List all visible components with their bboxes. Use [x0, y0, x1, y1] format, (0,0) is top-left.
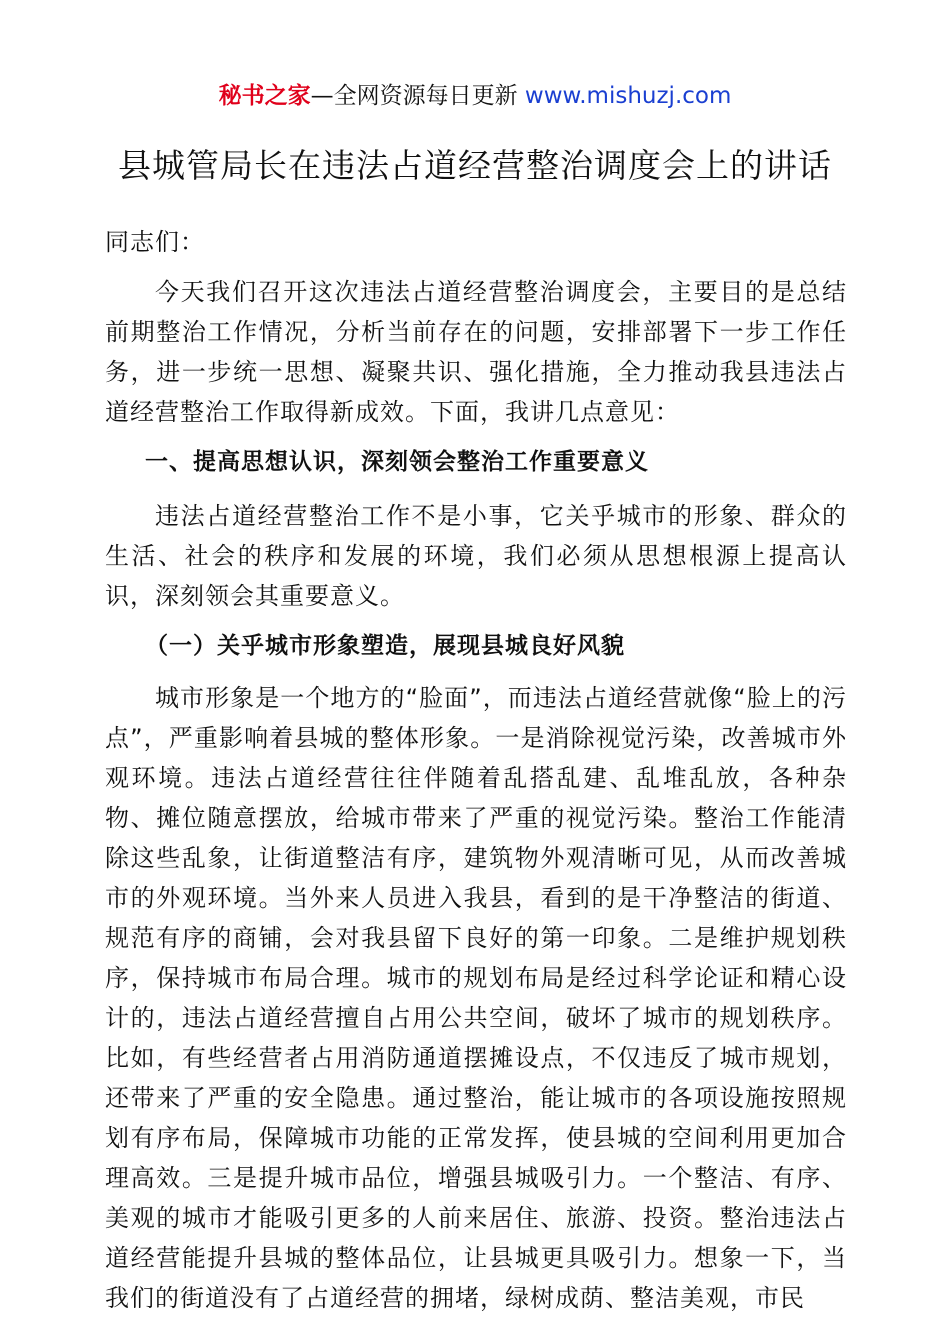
document-body: [105, 222, 847, 1318]
site-header: [0, 80, 950, 112]
document-title: 县城管局长在违法占道经营整治调度会上的讲话: [118, 146, 832, 185]
subsection-heading-1: （一）关乎城市形象塑造，展现县城良好风貌: [145, 633, 625, 659]
intro-paragraph: 今天我们召开这次违法占道经营整治调度会，主要目的是总结前期整治工作情况，分析当前存在的问题，安排部署下一步工作任务，进一步统一思想、凝聚共识、强化措施，全力推动我县违法占道经营整治工作取得新成效。下面，我讲几点意见：: [105, 278, 847, 426]
site-tagline: —全网资源每日更新: [310, 83, 525, 109]
site-brand: 秘书之家: [218, 83, 311, 109]
subsection-1-paragraph: 城市形象是一个地方的“脸面”，而违法占道经营就像“脸上的污点”，严重影响着县城的整体形象。一是消除视觉污染，改善城市外观环境。违法占道经营往往伴随着乱搭乱建、乱堆乱放，各种杂物、摊位随意摆放，给城市带来了严重的视觉污染。整治工作能清除这些乱象，让街道整洁有序，建筑物外观清晰可见，从而改善城市的外观环境。当外来人员进入我县，看到的是干净整洁的街道、规范有序的商铺，会对我县留下良好的第一印象。二是维护规划秩序，保持城市布局合理。城市的规划布局是经过科学论证和精心设计的，违法占道经营擅自占用公共空间，破坏了城市的规划秩序。比如，有些经营者占用消防通道摆摊设点，不仅违反了城市规划，还带来了严重的安全隐患。通过整治，能让城市的各项设施按照规划有序布局，保障城市功能的正常发挥，使县城的空间利用更加合理高效。三是提升城市品位，增强县城吸引力。一个整洁、有序、美观的城市才能吸引更多的人前来居住、旅游、投资。整治违法占道经营能提升县城的整体品位，让县城更具吸引力。想象一下，当我们的街道没有了占道经营的拥堵，绿树成荫、整洁美观，市民: [105, 684, 847, 1312]
salutation: 同志们：: [105, 228, 205, 256]
site-url-link[interactable]: www.mishuzj.com: [524, 83, 732, 109]
section-heading-1: 一、提高思想认识，深刻领会整治工作重要意义: [145, 449, 649, 475]
section-1-paragraph: 违法占道经营整治工作不是小事，它关乎城市的形象、群众的生活、社会的秩序和发展的环境，我们必须从思想根源上提高认识，深刻领会其重要意义。: [105, 502, 847, 610]
